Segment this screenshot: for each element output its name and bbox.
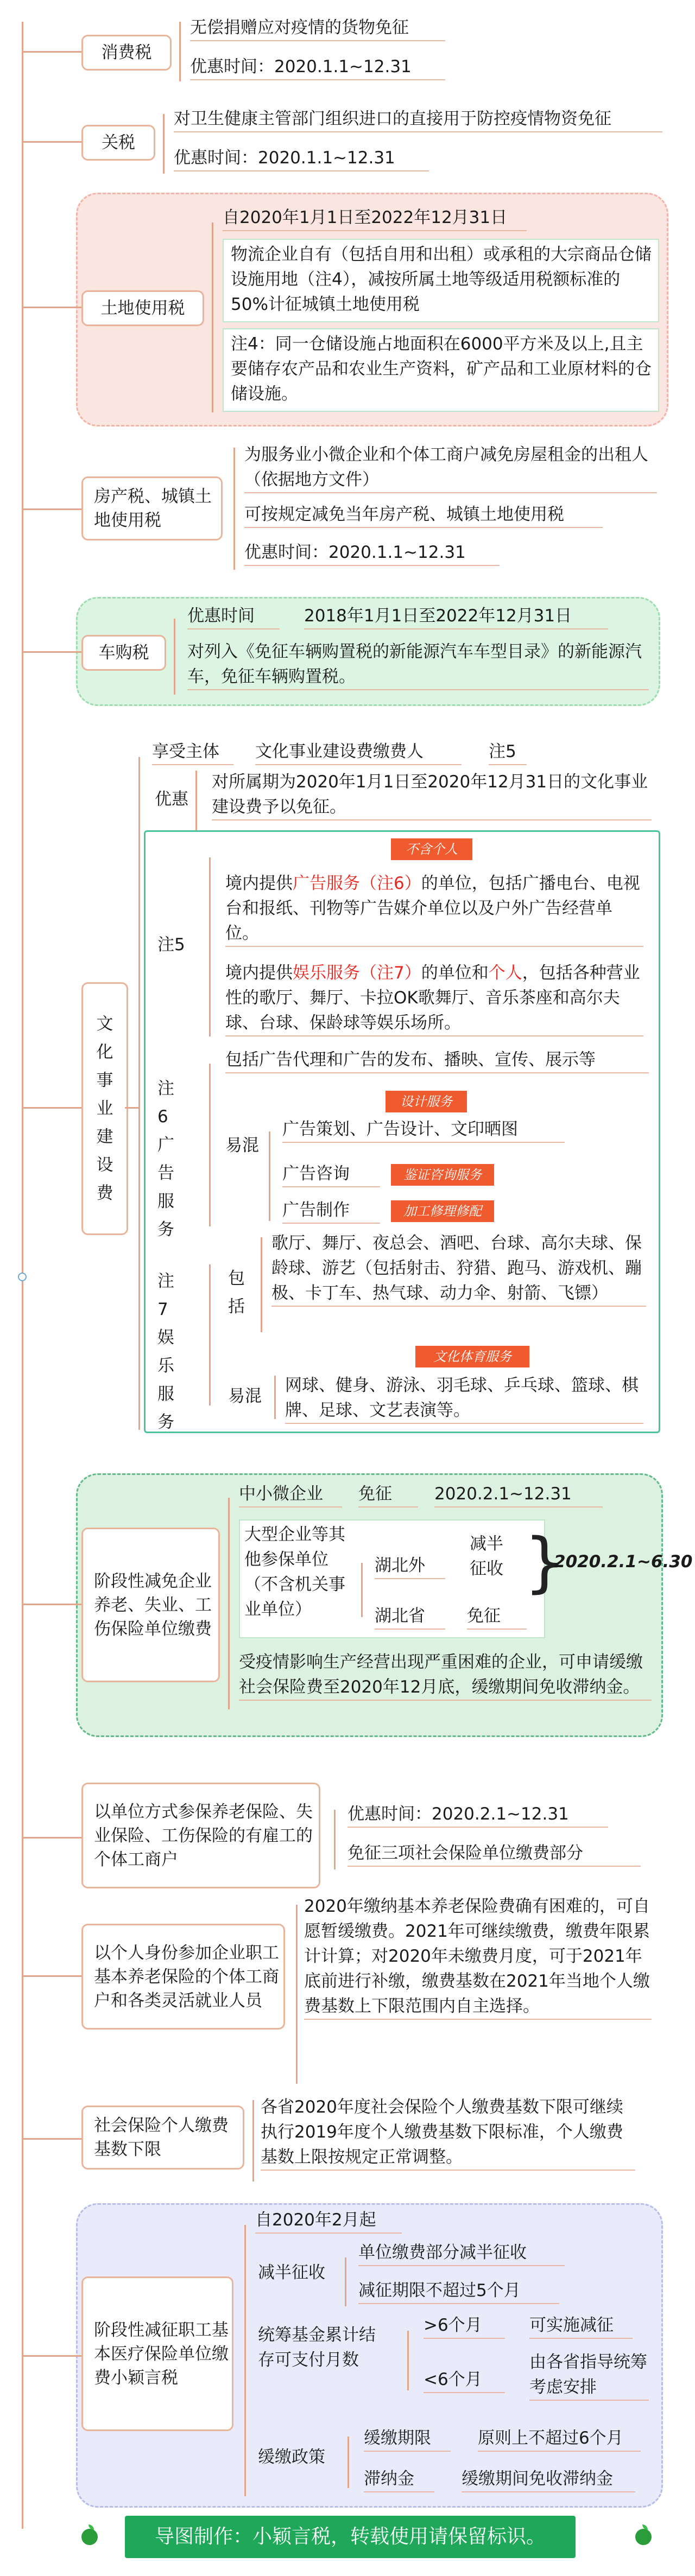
apple-icon <box>81 2529 98 2545</box>
s11-hj2: 滞纳金 <box>364 2466 434 2492</box>
node-flexible-employment-label: 以个人身份参加企业职工基本养老保险的个体工商户和各类灵活就业人员 <box>94 1943 279 2011</box>
node-customs-duty: 关税 <box>81 125 155 161</box>
branch <box>22 508 81 510</box>
s6-note6: 注6广告服务 <box>157 1079 174 1239</box>
s7-big: 大型企业等其他参保单位（不含机关事业单位） <box>244 1525 345 1619</box>
s11-jb1: 单位缴费部分减半征收 <box>358 2240 565 2266</box>
s11-hj1v: 原则上不超过6个月 <box>478 2426 641 2452</box>
branch <box>22 1975 81 1977</box>
s7-r1-b: 免征 <box>358 1481 418 1508</box>
node-pension-relief-label: 阶段性减免企业养老、失业、工伤保险单位缴费 <box>94 1571 212 1639</box>
footer-banner: 导图制作：小颖言税，转载使用请保留标识。 <box>125 2516 576 2558</box>
s2-line2: 优惠时间：2020.1.1~12.31 <box>174 145 429 171</box>
s11-lt6v: 由各省指导统筹考虑安排 <box>529 2350 649 2401</box>
n5b-pre: 境内提供 <box>225 963 293 983</box>
tag-repair: 加工修理修配 <box>391 1200 494 1222</box>
s11-jb2: 减征期限不超过5个月 <box>358 2278 559 2304</box>
branch <box>334 1810 336 1869</box>
s11-start: 自2020年2月起 <box>255 2208 402 2234</box>
branch <box>348 2437 349 2488</box>
branch <box>261 1237 262 1332</box>
s6-ent-mix-text: 网球、健身、游泳、羽毛球、乒乓球、篮球、棋牌、足球、文艺表演等。 <box>285 1373 643 1424</box>
s4-line2: 可按规定减免当年房产税、城镇土地使用税 <box>244 502 603 528</box>
branch <box>407 2331 409 2390</box>
s4-line1: 为服务业小微企业和个体工商户减免房屋租金的出租人（依据地方文件） <box>244 442 657 493</box>
branch <box>212 222 213 412</box>
s6-note5: 注5 <box>157 935 185 955</box>
s5-time-value: 2018年1月1日至2022年12月31日 <box>304 603 608 629</box>
s11-gt6: >6个月 <box>424 2313 505 2339</box>
branch <box>22 651 81 653</box>
apple-icon <box>635 2529 652 2545</box>
s7-hb-out-v: 减半征收 <box>470 1534 503 1579</box>
n5a-post: 的单位，包括广播电台、电视台和报纸、刊物等广告媒介单位以及户外广告经营单位。 <box>225 874 640 943</box>
tag-consult: 鉴证咨询服务 <box>391 1164 494 1186</box>
branch <box>269 1131 270 1221</box>
node-medical-relief-label: 阶段性减征职工基本医疗保险单位缴费小颖言税 <box>94 2320 229 2388</box>
node-land-use-tax: 土地使用税 <box>81 290 204 326</box>
branch <box>22 1837 81 1839</box>
branch <box>22 2355 81 2357</box>
branch <box>233 448 235 570</box>
s7-r1-a: 中小微企业 <box>239 1481 342 1508</box>
s5-time-label: 优惠时间 <box>187 603 280 629</box>
s7-period: 2020.2.1~6.30 <box>554 1552 693 1572</box>
branch <box>22 1604 81 1605</box>
node-vehicle-purchase-tax: 车购税 <box>81 635 166 671</box>
n5b-post: ，包括各种营业性的歌厅、舞厅、卡拉OK歌舞厅、音乐茶座和高尔夫球、台球、保龄球等娱乐场所。 <box>225 963 640 1033</box>
tag-culture-sport: 文化体育服务 <box>415 1346 529 1367</box>
s3-p2: 注4：同一仓储设施占地面积在6000平方米及以上,且主要储存农产品和农业生产资料，矿产品和工业原材料的仓储设施。 <box>231 334 652 404</box>
s9-text: 2020年缴纳基本养老保险费确有困难的，可自愿暂缓缴费。2021年可继续缴费，缴费年限累计计算；对2020年未缴费月度，可于2021年底前进行补缴，缴费基数在2021年当地个人缴费基数上下限范围内自主选择。 <box>304 1894 652 2020</box>
s11-hj2v: 缓缴期间免收滞纳金 <box>462 2466 635 2492</box>
s6-ent-text: 歌厅、舞厅、夜总会、酒吧、台球、高尔夫球、保龄球、游艺（包括射击、狩猎、跑马、游戏机、蹦极、卡丁车、热气球、动力伞、射箭、飞镖） <box>271 1231 646 1307</box>
s7-hb-in: 湖北省 <box>375 1604 445 1630</box>
n5a-red: 广告服务（注6） <box>293 874 421 893</box>
s7-r1-c: 2020.2.1~12.31 <box>434 1481 603 1508</box>
node-property-tax <box>81 476 223 540</box>
s6-mix2: 广告咨询 <box>282 1161 380 1187</box>
node-culture-fee-label: 文化事业建设费 <box>96 1014 113 1203</box>
tag-design: 设计服务 <box>386 1091 467 1112</box>
s6-ad-yihun: 易混 <box>225 1136 259 1155</box>
branch <box>163 114 165 174</box>
s6-note7: 注7娱乐服务 <box>157 1271 174 1432</box>
s11-hj1: 缓缴期限 <box>364 2426 451 2452</box>
branch <box>22 307 81 308</box>
branch <box>209 1064 211 1226</box>
s6-bao: 包括 <box>228 1269 245 1316</box>
s11-tc: 统筹基金累计结存可支付月数 <box>258 2325 376 2370</box>
s7-note: 受疫情影响生产经营出现严重困难的企业，可申请缓缴社会保险费至2020年12月底，缓缴期间免收滞纳金。 <box>239 1650 652 1701</box>
branch <box>22 141 81 143</box>
s6-subject-value: 文化事业建设费缴费人 <box>255 739 462 765</box>
branch <box>22 1107 81 1109</box>
s4-line3: 优惠时间：2020.1.1~12.31 <box>244 540 500 566</box>
s6-subject-note: 注5 <box>489 739 527 765</box>
branch <box>138 757 140 1430</box>
s7-hb-out: 湖北外 <box>375 1553 445 1579</box>
branch <box>274 1376 276 1419</box>
spine-node <box>18 1273 27 1281</box>
s6-note5-a <box>225 871 643 947</box>
s1-line2: 优惠时间：2020.1.1~12.31 <box>190 54 445 80</box>
branch <box>174 619 175 695</box>
s3-date: 自2020年1月1日至2022年12月31日 <box>223 205 527 231</box>
branch <box>179 22 181 81</box>
node-property-tax-label: 房产税、城镇土地使用税 <box>94 487 212 530</box>
tag-no-individual: 不含个人 <box>391 838 472 860</box>
branch <box>361 1563 363 1617</box>
s2-line1: 对卫生健康主管部门组织进口的直接用于防控疫情物资免征 <box>174 106 662 132</box>
s1-line1: 无偿捐赠应对疫情的货物免征 <box>190 15 445 41</box>
branch <box>228 1498 230 1709</box>
node-pension-relief <box>81 1528 220 1682</box>
n5b-mid: 的单位和 <box>421 963 489 983</box>
s6-mix3: 广告制作 <box>282 1198 380 1224</box>
s6-mix1: 广告策划、广告设计、文印晒图 <box>282 1117 565 1143</box>
branch <box>195 771 197 830</box>
n5b-red2: 个人 <box>488 963 522 983</box>
node-culture-fee <box>81 982 128 1235</box>
node-employer-individual <box>81 1783 320 1888</box>
s11-lt6: <6个月 <box>424 2367 505 2393</box>
branch <box>125 1107 138 1109</box>
branch <box>244 2225 246 2496</box>
n5b-red: 娱乐服务（注7） <box>293 963 421 983</box>
node-consumption-tax: 消费税 <box>81 35 172 71</box>
branch <box>209 857 211 1036</box>
s7-bracket: } <box>524 1525 566 1600</box>
branch <box>22 51 81 53</box>
s5-line1: 对列入《免征车辆购置税的新能源汽车车型目录》的新能源汽车，免征车辆购置税。 <box>187 639 649 690</box>
node-contribution-base <box>81 2106 244 2170</box>
n5a-pre: 境内提供 <box>225 874 293 893</box>
s11-gt6v: 可实施减征 <box>529 2313 633 2339</box>
s6-youhui-text: 对所属期为2020年1月1日至2020年12月31日的文化事业建设费予以免征。 <box>212 769 652 820</box>
s6-note5-b <box>225 961 643 1036</box>
s10-text: 各省2020年度社会保险个人缴费基数下限可继续执行2019年度个人缴费基数下限标准，个人缴费基数上限按规定正常调整。 <box>261 2095 635 2171</box>
node-flexible-employment <box>81 1924 285 2030</box>
branch <box>22 2138 81 2140</box>
s8-line1: 优惠时间：2020.2.1~12.31 <box>348 1802 608 1828</box>
s6-ad-text: 包括广告代理和广告的发布、播映、宣传、展示等 <box>225 1047 649 1073</box>
branch <box>296 1905 298 2084</box>
s11-hj: 缓缴政策 <box>258 2447 325 2467</box>
node-contribution-base-label: 社会保险个人缴费基数下限 <box>94 2116 229 2159</box>
node-employer-individual-label: 以单位方式参保养老保险、失业保险、工伤保险的有雇工的个体工商户 <box>94 1802 313 1869</box>
s6-ent-mix: 易混 <box>228 1386 262 1406</box>
s11-jb: 减半征收 <box>258 2263 325 2282</box>
branch <box>345 2257 346 2306</box>
s8-line2: 免征三项社会保险单位缴费部分 <box>348 1841 641 1867</box>
node-medical-relief <box>81 2276 233 2431</box>
s6-subject-label: 享受主体 <box>152 739 233 765</box>
s6-youhui-label: 优惠 <box>155 790 188 809</box>
s7-hb-in-v: 免征 <box>467 1604 527 1630</box>
branch <box>209 1264 211 1405</box>
branch <box>252 2100 254 2181</box>
s3-p1: 物流企业自有（包括自用和出租）或承租的大宗商品仓储设施用地（注4），减按所属土地等级适用税额标准的50%计征城镇土地使用税 <box>231 245 652 314</box>
